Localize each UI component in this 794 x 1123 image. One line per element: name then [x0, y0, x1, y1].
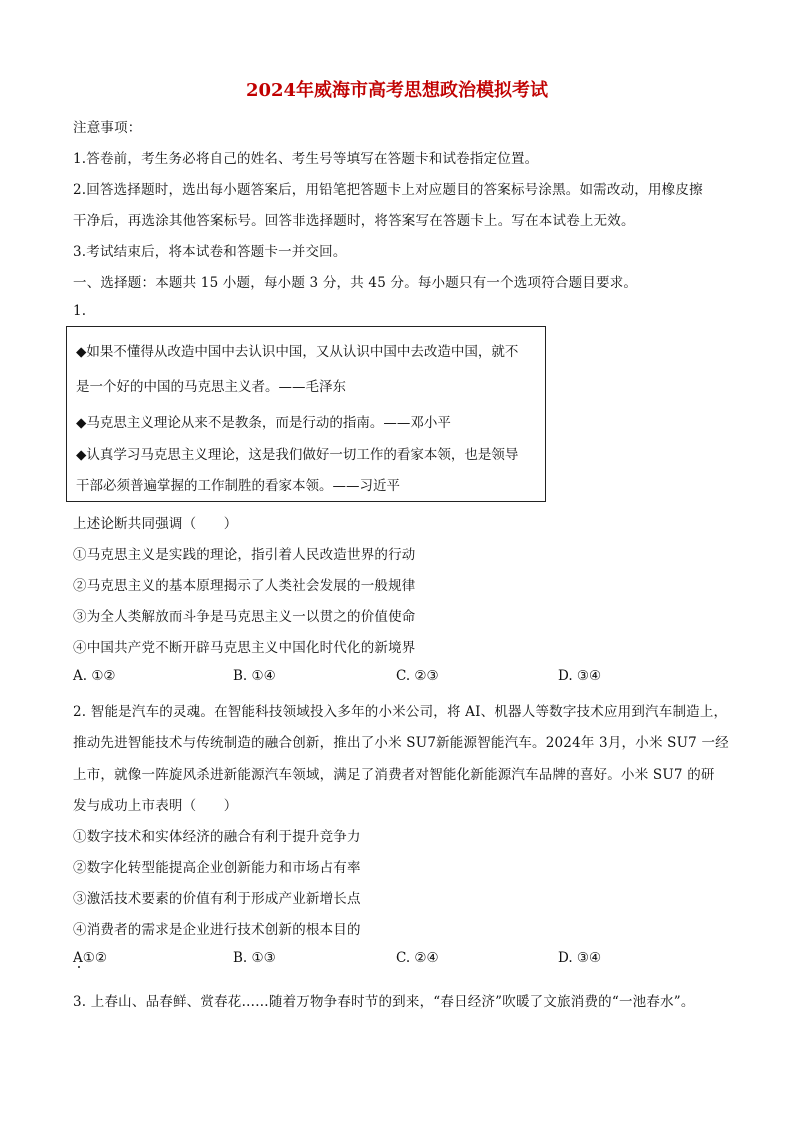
- note-item: 干净后，再选涂其他答案标号。回答非选择题时，将答案写在答题卡上。写在本试卷上无效。: [73, 213, 635, 229]
- notes-heading: 注意事项：: [73, 120, 142, 136]
- statement: ④中国共产党不断开辟马克思主义中国化时代化的新境界: [73, 640, 416, 656]
- note-item: 3.考试结束后，将本试卷和答题卡一并交回。: [73, 244, 347, 260]
- option-c: C. ②④: [396, 950, 439, 966]
- option-a: A. ①②: [73, 668, 116, 684]
- section-heading: 一、选择题：本题共 15 小题，每小题 3 分，共 45 分。每小题只有一个选项符合题目要求。: [73, 275, 638, 291]
- statement: ①马克思主义是实践的理论，指引着人民改造世界的行动: [73, 547, 416, 563]
- question-2-text: 2. 智能是汽车的灵魂。在智能科技领域投入多年的小米公司，将 AI、机器人等数字技术应用到汽车制造上，: [73, 704, 728, 720]
- quote-line: ◆马克思主义理论从来不是教条，而是行动的指南。——邓小平: [76, 415, 451, 431]
- option-d: D. ③④: [558, 668, 602, 684]
- option-b: B. ①④: [233, 668, 276, 684]
- quote-line: 干部必须普遍掌握的工作制胜的看家本领。——习近平: [76, 478, 400, 494]
- question-1-number: 1.: [73, 303, 87, 319]
- statement: ④消费者的需求是企业进行技术创新的根本目的: [73, 922, 361, 938]
- quote-line: ◆如果不懂得从改造中国中去认识中国，又从认识中国中去改造中国，就不: [76, 344, 519, 360]
- option-c: C. ②③: [396, 668, 439, 684]
- question-2-text: 上市，就像一阵旋风杀进新能源汽车领域，满足了消费者对智能化新能源汽车品牌的喜好。小米 SU7 的研: [73, 767, 715, 783]
- quote-line: ◆认真学习马克思主义理论，这是我们做好一切工作的看家本领，也是领导: [76, 447, 519, 463]
- option-d: D. ③④: [558, 950, 602, 966]
- statement: ②数字化转型能提高企业创新能力和市场占有率: [73, 860, 361, 876]
- statement: ②马克思主义的基本原理揭示了人类社会发展的一般规律: [73, 578, 416, 594]
- statement: ③激活技术要素的价值有利于形成产业新增长点: [73, 891, 361, 907]
- question-2-text: 发与成功上市表明（ ）: [73, 798, 238, 814]
- statement: ①数字技术和实体经济的融合有利于提升竞争力: [73, 829, 361, 845]
- quote-box: [66, 326, 546, 502]
- note-item: 2.回答选择题时，选出每小题答案后，用铅笔把答题卡上对应题目的答案标号涂黑。如需改动，用橡皮擦: [73, 182, 703, 198]
- option-b: B. ①③: [233, 950, 276, 966]
- quote-line: 是一个好的中国的马克思主义者。——毛泽东: [76, 379, 346, 395]
- question-3-text: 3. 上春山、品春鲜、赏春花……随着万物争春时节的到来，“春日经济”吹暖了文旅消费的“一池春水”。: [73, 994, 695, 1010]
- question-1-stem: 上述论断共同强调（ ）: [73, 516, 238, 532]
- statement: ③为全人类解放而斗争是马克思主义一以贯之的价值使命: [73, 609, 416, 625]
- option-a: A①②: [73, 950, 107, 966]
- note-item: 1.答卷前，考生务必将自己的姓名、考生号等填写在答题卡和试卷指定位置。: [73, 151, 539, 167]
- scan-dot: [78, 966, 80, 968]
- page-title: 2024年威海市高考思想政治模拟考试: [245, 80, 549, 101]
- question-2-text: 推动先进智能技术与传统制造的融合创新，推出了小米 SU7新能源智能汽车。2024年 3月，小米 SU7 一经: [73, 735, 729, 751]
